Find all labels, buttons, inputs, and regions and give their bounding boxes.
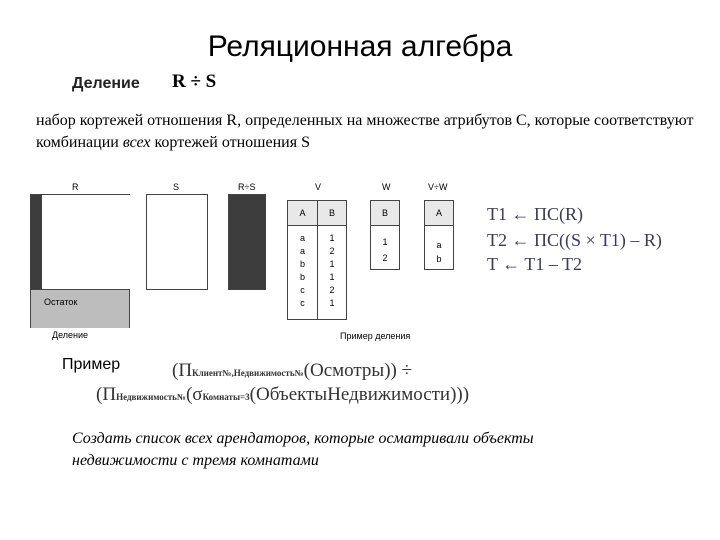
label-v: V [315, 182, 322, 192]
w-column [371, 234, 399, 266]
relation-s-box [146, 194, 208, 290]
label-r: R [72, 182, 79, 192]
projection-subscript-1: Клиент№,Недвижимость№ [192, 368, 304, 378]
v-cell: 1 [329, 298, 335, 308]
v-cell: 2 [329, 285, 335, 295]
label-v-div-w: V÷W [428, 182, 448, 192]
label-w: W [382, 182, 391, 192]
selection-subscript: Комнаты=3 [202, 392, 250, 402]
v-cell: b [299, 259, 305, 269]
projection-symbol-2: (Π [96, 384, 117, 405]
v-cell: 1 [329, 259, 335, 269]
v-column-b [318, 232, 346, 310]
v-cell: 1 [329, 272, 335, 282]
w-cell: 2 [382, 253, 388, 263]
formula-t: T ← T1 – T2 [487, 254, 583, 274]
example-argument-2: (ОбъектыНедвижимости))) [249, 384, 470, 405]
v-cell: 2 [329, 246, 335, 256]
description-text-2: кортежей отношения S [150, 134, 310, 151]
relation-r-remainder-area [31, 289, 129, 328]
relation-r-div-s-box [228, 194, 266, 290]
v-div-w-cell: a [436, 240, 442, 250]
description-emphasis: всех [122, 134, 151, 151]
v-div-w-header-a: A [435, 208, 442, 218]
example-formula-line-1 [172, 360, 412, 382]
description [36, 110, 696, 154]
v-cell: c [300, 285, 305, 295]
v-div-w-column [425, 238, 453, 266]
w-header-b: B [381, 208, 388, 218]
example-label: Пример [62, 356, 121, 373]
label-s: S [173, 182, 180, 192]
v-column-a [288, 232, 317, 310]
subtitle-label: Деление [72, 75, 140, 92]
formula-t1: T1 ← ΠC(R) [487, 204, 583, 224]
description-text-1: набор кортежей отношения R, определенных на множестве атрибутов C, которые соответствуют комбинации [36, 112, 694, 151]
projection-symbol: (Π [172, 360, 193, 381]
page-title: Реляционная алгебра [207, 30, 513, 63]
v-cell: 1 [329, 233, 335, 243]
v-header-b: B [328, 208, 335, 218]
division-label: Деление [52, 330, 89, 340]
subtitle-formula: R ÷ S [172, 71, 217, 92]
example-division-label: Пример деления [340, 331, 411, 341]
v-cell: c [300, 298, 305, 308]
remainder-label: Остаток [44, 297, 78, 307]
relation-r-white-area [41, 195, 130, 289]
selection-symbol: (σ [185, 384, 203, 405]
formula-t2: T2 ← ΠC((S × T1) – R) [487, 230, 662, 250]
label-r-div-s: R÷S [238, 182, 256, 192]
v-cell: a [299, 233, 305, 243]
example-argument-1: (Осмотры)) ÷ [303, 360, 413, 381]
example-formula-line-2 [96, 384, 469, 406]
task-text: Создать список всех арендаторов, которые осматривали объекты недвижимости с тремя комнатами [72, 430, 534, 469]
v-div-w-cell: b [436, 254, 442, 264]
v-cell: a [299, 246, 305, 256]
w-cell: 1 [382, 237, 388, 247]
v-header-a: A [299, 208, 306, 218]
projection-subscript-2: Недвижимость№ [116, 392, 186, 402]
v-cell: b [299, 272, 305, 282]
